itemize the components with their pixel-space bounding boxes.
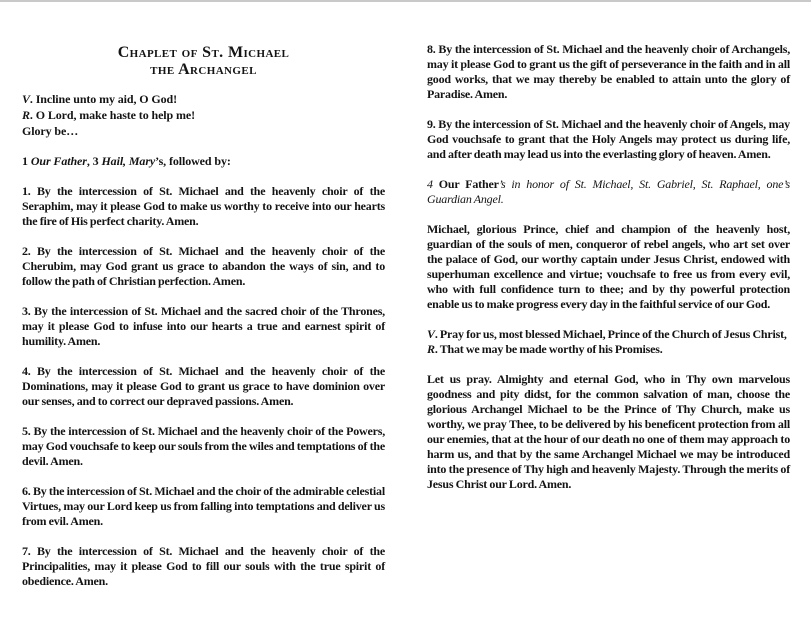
closing-versicles <box>427 327 790 357</box>
instruction-suffix: ’s, followed by: <box>155 154 231 168</box>
closing-response-text: . That we may be made worthy of his Promises. <box>434 342 663 356</box>
closing-versicle-text: . Pray for us, most blessed Michael, Prince of the Church of Jesus Christ, <box>434 327 787 341</box>
consecration-prayer: Michael, glorious Prince, chief and champion of the heavenly host, guardian of the souls of men, conqueror of rebel angels, who art set over the palace of God, our worthy captain under Jesus Christ, endowed with superhuman excellence and virtue; vouchsafe to free us from every evil, who with full confidence turn to thee; and by thy powerful protection enable us to make progress every day in the faithful service of our God. <box>427 222 790 311</box>
salutation-5: 5. By the intercession of St. Michael and the heavenly choir of the Powers, may God vouchsafe to keep our souls from the wiles and temptations of the devil. Amen. <box>22 424 385 468</box>
salutation-9: 9. By the intercession of St. Michael and the heavenly choir of Angels, may God vouchsafe to grant that the Holy Angels may protect us during life, and after death may lead us into the everlasting glory of heaven. Amen. <box>427 117 790 161</box>
closing-response-line <box>427 342 790 357</box>
four-our-fathers-count: 4 <box>427 177 439 191</box>
salutation-8: 8. By the intercession of St. Michael and the heavenly choir of Archangels, may it please God to grant us the gift of perseverance in the faith and in all good works, that we may thereby be enabled to attain unto the glory of Paradise. Amen. <box>427 42 790 101</box>
opening-versicles <box>22 91 385 139</box>
our-father-count: 1 <box>22 154 31 168</box>
response-line <box>22 107 385 123</box>
hail-mary-count: , 3 <box>86 154 102 168</box>
salutation-2: 2. By the intercession of St. Michael and the heavenly choir of the Cherubim, may God grant us grace to abandon the ways of sin, and to follow the path of Christian perfection. Amen. <box>22 244 385 288</box>
four-our-fathers-suffix: ’s in honor of St. Michael, St. Gabriel, St. Raphael, one’s Guardian Angel. <box>427 177 790 206</box>
our-father-label: Our Father <box>30 154 87 168</box>
hail-mary-label: Hail, Mary <box>101 154 156 168</box>
salutation-6: 6. By the intercession of St. Michael and the choir of the admirable celestial Virtues, may our Lord keep us from falling into temptations and deliver us from evil. Amen. <box>22 484 385 528</box>
collect-prayer: Let us pray. Almighty and eternal God, who in Thy own marvelous goodness and pity didst, for the common salvation of man, choose the glorious Archangel Michael to be the Prince of Thy Church, make us worthy, we pray Thee, to be delivered by his beneficent protection from all our enemies, that at the hour of our death no one of them may approach to harm us, and that by the same Archangel Michael we may be introduced into the presence of Thy high and heavenly Majesty. Through the merits of Jesus Christ our Lord. Amen. <box>427 372 790 491</box>
response-letter: R <box>22 108 30 122</box>
title-line-2: the Archangel <box>150 61 257 78</box>
salutation-4: 4. By the intercession of St. Michael and the heavenly choir of the Dominations, may it please God to grant us grace to have dominion over our senses, and to correct our depraved passions. Amen. <box>22 364 385 408</box>
glory-be-line: Glory be… <box>22 124 79 138</box>
closing-versicle-letter: V <box>427 327 435 341</box>
salutation-1: 1. By the intercession of St. Michael and the heavenly choir of the Seraphim, may it please God to make us worthy to receive into our hearts the fire of His perfect charity. Amen. <box>22 184 385 228</box>
versicle-letter: V <box>22 92 30 106</box>
closing-response-letter: R <box>427 342 435 356</box>
two-column-layout <box>0 2 811 589</box>
document-title <box>22 44 385 78</box>
title-line-1: Chaplet of St. Michael <box>117 44 290 61</box>
four-our-fathers-label: Our Father <box>438 177 499 191</box>
versicle-line <box>22 91 385 107</box>
versicle-text: . Incline unto my aid, O God! <box>29 92 178 106</box>
closing-versicle-line <box>427 327 790 342</box>
four-our-fathers-instruction <box>427 177 790 207</box>
right-column <box>427 42 790 589</box>
left-column <box>22 42 385 589</box>
recitation-instruction <box>22 153 385 169</box>
salutation-7: 7. By the intercession of St. Michael and the heavenly choir of the Principalities, may it please God to fill our souls with the true spirit of obedience. Amen. <box>22 544 385 588</box>
salutation-3: 3. By the intercession of St. Michael and the sacred choir of the Thrones, may it please God to infuse into our hearts a true and earnest spirit of humility. Amen. <box>22 304 385 348</box>
response-text: . O Lord, make haste to help me! <box>29 108 196 122</box>
